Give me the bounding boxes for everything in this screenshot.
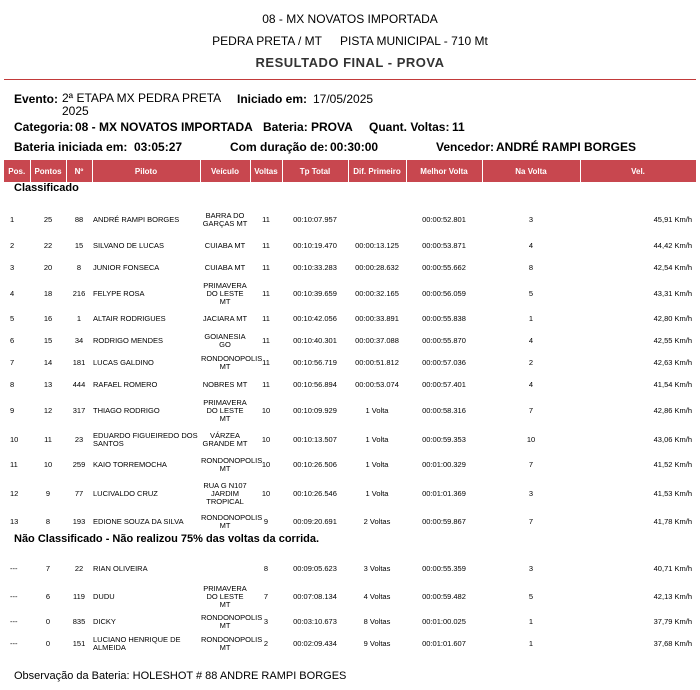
table-row bbox=[4, 511, 696, 533]
cell-pos: --- bbox=[10, 591, 18, 601]
cell-pontos: 0 bbox=[45, 617, 51, 626]
cell-numero: 1 bbox=[76, 314, 82, 323]
cell-na-volta: 5 bbox=[528, 591, 534, 601]
cell-melhor-volta: 00:00:55.359 bbox=[422, 563, 466, 573]
cell-melhor-volta: 00:00:57.036 bbox=[422, 358, 466, 367]
cell-veiculo: GOIANESIA GO bbox=[204, 332, 246, 349]
col-veiculo: Veículo bbox=[200, 160, 250, 182]
voltas-label: Quant. Voltas: bbox=[369, 120, 450, 134]
cell-pos: --- bbox=[10, 617, 18, 626]
cell-voltas: 10 bbox=[261, 405, 271, 415]
cell-vel: 41,53 Km/h bbox=[653, 488, 692, 498]
cell-tp-total: 00:10:42.056 bbox=[293, 314, 337, 323]
cell-vel: 42,55 Km/h bbox=[653, 336, 692, 345]
cell-melhor-volta: 00:00:59.482 bbox=[422, 591, 466, 601]
cell-voltas: 9 bbox=[263, 517, 269, 526]
cell-na-volta: 8 bbox=[528, 263, 534, 272]
cell-tp-total: 00:07:08.134 bbox=[293, 591, 337, 601]
cell-dif-primeiro: 1 Volta bbox=[365, 488, 389, 498]
cell-veiculo: RONDONOPOLIS MT bbox=[201, 635, 263, 652]
cell-veiculo: RONDONOPOLIS MT bbox=[201, 354, 263, 371]
col-voltas: Voltas bbox=[250, 160, 282, 182]
cell-numero: 317 bbox=[72, 405, 86, 415]
cell-tp-total: 00:10:56.894 bbox=[293, 380, 337, 389]
cell-veiculo: PRIMAVERA DO LESTE MT bbox=[203, 583, 247, 609]
cell-numero: 216 bbox=[72, 288, 86, 298]
cell-voltas: 11 bbox=[262, 336, 270, 345]
cell-veiculo: PRIMAVERA DO LESTE MT bbox=[203, 397, 247, 423]
cell-numero: 181 bbox=[72, 358, 86, 367]
cell-voltas: 11 bbox=[262, 358, 270, 367]
cell-numero: 835 bbox=[72, 617, 86, 626]
table-row bbox=[4, 235, 696, 257]
cell-na-volta: 7 bbox=[528, 517, 534, 526]
cell-dif-primeiro: 1 Volta bbox=[365, 405, 389, 415]
cell-melhor-volta: 00:00:58.316 bbox=[422, 405, 466, 415]
cell-vel: 42,13 Km/h bbox=[653, 591, 692, 601]
cell-na-volta: 2 bbox=[528, 358, 534, 367]
cell-pos: 1 bbox=[10, 214, 15, 224]
cell-numero: 77 bbox=[74, 488, 84, 498]
cell-voltas: 2 bbox=[263, 639, 269, 648]
cell-vel: 41,78 Km/h bbox=[653, 517, 692, 526]
cell-tp-total: 00:10:39.659 bbox=[293, 288, 337, 298]
cell-numero: 151 bbox=[72, 639, 86, 648]
table-row bbox=[4, 555, 696, 582]
cell-tp-total: 00:10:07.957 bbox=[293, 214, 337, 224]
cell-na-volta: 1 bbox=[528, 617, 534, 626]
cell-voltas: 11 bbox=[262, 380, 270, 389]
cell-na-volta: 10 bbox=[526, 434, 536, 444]
cell-voltas: 11 bbox=[262, 214, 270, 224]
observacao-text: Observação da Bateria: HOLESHOT # 88 ANDRE RAMPI BORGES bbox=[14, 670, 347, 682]
cell-piloto: KAIO TORREMOCHA bbox=[93, 460, 167, 469]
evento-line1: 2ª ETAPA MX PEDRA PRETA bbox=[62, 91, 222, 105]
cell-veiculo: VÁRZEA GRANDE MT bbox=[202, 430, 248, 448]
cell-dif-primeiro: 00:00:32.165 bbox=[355, 288, 399, 298]
cell-piloto: FELYPE ROSA bbox=[93, 288, 145, 298]
cell-dif-primeiro: 00:00:13.125 bbox=[355, 241, 399, 250]
cell-numero: 23 bbox=[74, 434, 84, 444]
cell-pontos: 12 bbox=[43, 405, 53, 415]
cell-voltas: 10 bbox=[261, 488, 271, 498]
cell-vel: 43,06 Km/h bbox=[653, 434, 692, 444]
cell-melhor-volta: 00:01:01.369 bbox=[422, 488, 466, 498]
cell-melhor-volta: 00:00:56.059 bbox=[422, 288, 466, 298]
bateria-value: PROVA bbox=[311, 120, 353, 134]
cell-piloto: DICKY bbox=[93, 617, 116, 626]
cell-dif-primeiro: 4 Voltas bbox=[363, 591, 391, 601]
categoria-label: Categoria: bbox=[14, 120, 74, 134]
cell-pos: --- bbox=[10, 563, 18, 573]
cell-dif-primeiro: 00:00:28.632 bbox=[355, 263, 399, 272]
col-tp-total: Tp Total bbox=[282, 160, 348, 182]
cell-piloto: ANDRÉ RAMPI BORGES bbox=[93, 214, 180, 224]
cell-pos: 13 bbox=[10, 517, 19, 526]
cell-piloto: LUCAS GALDINO bbox=[93, 358, 154, 367]
cell-vel: 42,86 Km/h bbox=[653, 405, 692, 415]
cell-voltas: 10 bbox=[261, 460, 271, 469]
cell-na-volta: 7 bbox=[528, 405, 534, 415]
cell-piloto: ALTAIR RODRIGUES bbox=[93, 314, 166, 323]
cell-numero: 259 bbox=[72, 460, 86, 469]
cell-piloto: SILVANO DE LUCAS bbox=[93, 241, 164, 250]
cell-piloto: DUDU bbox=[93, 591, 115, 601]
cell-veiculo: RONDONOPOLIS MT bbox=[201, 613, 263, 630]
cell-dif-primeiro bbox=[348, 204, 406, 235]
evento-value bbox=[62, 92, 221, 118]
table-row bbox=[4, 582, 696, 611]
cell-numero: 119 bbox=[73, 591, 85, 601]
section-nao-classificado-label: Não Classificado - Não realizou 75% das voltas da corrida. bbox=[14, 533, 320, 545]
cell-piloto: EDUARDO FIGUEIREDO DOS SANTOS bbox=[93, 430, 198, 448]
cell-pontos: 10 bbox=[43, 460, 53, 469]
cell-tp-total: 00:10:26.506 bbox=[293, 460, 337, 469]
table-row bbox=[4, 425, 696, 454]
cell-dif-primeiro: 00:00:53.074 bbox=[355, 380, 399, 389]
cell-piloto: RAFAEL ROMERO bbox=[93, 380, 158, 389]
cell-vel: 44,42 Km/h bbox=[653, 241, 692, 250]
cell-numero: 15 bbox=[74, 241, 84, 250]
cell-veiculo: JACIARA MT bbox=[202, 314, 248, 323]
table-row bbox=[4, 330, 696, 352]
table-row bbox=[4, 352, 696, 374]
cell-melhor-volta: 00:00:55.838 bbox=[422, 314, 466, 323]
vencedor-value: ANDRÉ RAMPI BORGES bbox=[496, 140, 637, 154]
cell-pos: 3 bbox=[10, 263, 15, 272]
table-row bbox=[4, 204, 696, 235]
cell-tp-total: 00:03:10.673 bbox=[293, 617, 337, 626]
cell-pos: 2 bbox=[10, 241, 15, 250]
cell-na-volta: 4 bbox=[528, 241, 534, 250]
cell-numero: 22 bbox=[74, 563, 84, 573]
cell-vel: 42,63 Km/h bbox=[653, 358, 692, 367]
table-row bbox=[4, 279, 696, 308]
categoria-value: 08 - MX NOVATOS IMPORTADA bbox=[75, 120, 253, 134]
cell-melhor-volta: 00:01:00.025 bbox=[422, 617, 466, 626]
location-heading bbox=[0, 34, 700, 48]
cell-voltas: 11 bbox=[262, 241, 270, 250]
cell-melhor-volta: 00:00:52.801 bbox=[422, 214, 466, 224]
cell-vel: 42,80 Km/h bbox=[653, 314, 692, 323]
cell-vel: 40,71 Km/h bbox=[653, 563, 692, 573]
cell-tp-total: 00:10:13.507 bbox=[293, 434, 337, 444]
table-row bbox=[4, 374, 696, 396]
cell-numero: 193 bbox=[72, 517, 86, 526]
col-dif-primeiro: Dif. Primeiro bbox=[348, 160, 406, 182]
cell-vel: 37,68 Km/h bbox=[653, 639, 692, 648]
cell-pos: 10 bbox=[10, 434, 19, 444]
col-pos: Pos. bbox=[4, 160, 30, 182]
cell-melhor-volta: 00:00:57.401 bbox=[422, 380, 466, 389]
cell-pontos: 7 bbox=[45, 563, 51, 573]
duracao-label: Com duração de: bbox=[230, 140, 329, 154]
cell-pontos: 14 bbox=[43, 358, 53, 367]
header-divider bbox=[4, 79, 696, 80]
table-row bbox=[4, 308, 696, 330]
cell-pontos: 20 bbox=[43, 263, 53, 272]
col-pontos: Pontos bbox=[30, 160, 66, 182]
cell-dif-primeiro: 8 Voltas bbox=[363, 617, 391, 626]
cell-dif-primeiro: 00:00:37.088 bbox=[355, 336, 399, 345]
cell-piloto: JUNIOR FONSECA bbox=[93, 263, 160, 272]
cell-pos: 5 bbox=[10, 314, 15, 323]
cell-voltas: 11 bbox=[262, 314, 270, 323]
cell-melhor-volta: 00:01:00.329 bbox=[422, 460, 466, 469]
cell-tp-total: 00:10:40.301 bbox=[293, 336, 337, 345]
cell-vel: 43,31 Km/h bbox=[653, 288, 692, 298]
table-row bbox=[4, 257, 696, 279]
cell-pontos: 15 bbox=[43, 336, 53, 345]
cell-vel: 41,54 Km/h bbox=[653, 380, 692, 389]
cell-melhor-volta: 00:00:59.867 bbox=[422, 517, 466, 526]
cell-pontos: 8 bbox=[45, 517, 51, 526]
evento-label: Evento: bbox=[14, 92, 59, 106]
cell-na-volta: 7 bbox=[528, 460, 534, 469]
cell-na-volta: 3 bbox=[528, 214, 534, 224]
cell-melhor-volta: 00:00:55.870 bbox=[422, 336, 466, 345]
cell-pos: --- bbox=[10, 639, 18, 648]
col-piloto: Piloto bbox=[92, 160, 200, 182]
cell-na-volta: 1 bbox=[528, 314, 534, 323]
results-table bbox=[4, 160, 697, 655]
cell-numero: 88 bbox=[74, 214, 84, 224]
cell-pontos: 16 bbox=[43, 314, 53, 323]
cell-pontos: 22 bbox=[43, 241, 53, 250]
section-classificado bbox=[4, 182, 696, 204]
cell-piloto: LUCIANO HENRIQUE DE ALMEIDA bbox=[93, 635, 181, 652]
cell-pos: 4 bbox=[10, 288, 15, 298]
cell-piloto: EDIONE SOUZA DA SILVA bbox=[93, 517, 184, 526]
cell-pontos: 13 bbox=[43, 380, 53, 389]
cell-tp-total: 00:09:20.691 bbox=[293, 517, 337, 526]
cell-voltas: 7 bbox=[263, 591, 269, 601]
cell-pontos: 25 bbox=[43, 214, 53, 224]
col-na-volta: Na Volta bbox=[482, 160, 580, 182]
cell-pontos: 0 bbox=[45, 639, 51, 648]
cell-na-volta: 4 bbox=[528, 380, 534, 389]
cell-pontos: 6 bbox=[45, 591, 51, 601]
cell-piloto: RIAN OLIVEIRA bbox=[93, 563, 148, 573]
cell-voltas: 8 bbox=[263, 563, 269, 573]
cell-tp-total: 00:10:19.470 bbox=[293, 241, 337, 250]
cell-vel: 37,79 Km/h bbox=[653, 617, 692, 626]
section-classificado-label: Classificado bbox=[14, 182, 79, 194]
cell-veiculo: NOBRES MT bbox=[202, 380, 248, 389]
cell-pos: 6 bbox=[10, 336, 15, 345]
cell-melhor-volta: 00:00:59.353 bbox=[422, 434, 466, 444]
cell-na-volta: 4 bbox=[528, 336, 534, 345]
cell-dif-primeiro: 3 Voltas bbox=[363, 563, 391, 573]
bateria-label: Bateria: bbox=[263, 120, 308, 134]
cell-pontos: 11 bbox=[44, 434, 52, 444]
cell-veiculo: RONDONOPOLIS MT bbox=[201, 456, 263, 473]
page-title: RESULTADO FINAL - PROVA bbox=[255, 55, 445, 70]
cell-dif-primeiro: 1 Volta bbox=[365, 460, 389, 469]
table-header-row bbox=[4, 160, 696, 182]
table-row bbox=[4, 633, 696, 655]
cell-na-volta: 5 bbox=[528, 288, 534, 298]
cell-vel: 45,91 Km/h bbox=[653, 214, 692, 224]
voltas-value: 11 bbox=[452, 120, 465, 134]
iniciado-value: 17/05/2025 bbox=[313, 92, 374, 106]
cell-melhor-volta: 00:00:53.871 bbox=[422, 241, 466, 250]
iniciado-label: Iniciado em: bbox=[237, 92, 308, 106]
cell-pos: 12 bbox=[10, 488, 19, 498]
cell-piloto: RODRIGO MENDES bbox=[93, 336, 164, 345]
cell-pos: 7 bbox=[10, 358, 15, 367]
cell-dif-primeiro: 2 Voltas bbox=[363, 517, 391, 526]
cell-tp-total: 00:09:05.623 bbox=[293, 563, 337, 573]
track-text: PISTA MUNICIPAL - 710 Mt bbox=[339, 34, 488, 48]
cell-piloto: LUCIVALDO CRUZ bbox=[93, 488, 158, 498]
evento-line2: 2025 bbox=[62, 104, 89, 118]
cell-voltas: 11 bbox=[262, 263, 270, 272]
cell-tp-total: 00:10:26.546 bbox=[293, 488, 337, 498]
cell-vel: 41,52 Km/h bbox=[653, 460, 692, 469]
bateria-iniciada-value: 03:05:27 bbox=[134, 140, 183, 154]
cell-dif-primeiro: 00:00:33.891 bbox=[355, 314, 399, 323]
cell-tp-total: 00:10:56.719 bbox=[293, 358, 337, 367]
cell-numero: 8 bbox=[76, 263, 82, 272]
cell-veiculo: CUIABA MT bbox=[204, 241, 246, 250]
table-row bbox=[4, 611, 696, 633]
cell-piloto: THIAGO RODRIGO bbox=[93, 405, 160, 415]
cell-pontos: 9 bbox=[45, 488, 51, 498]
cell-na-volta: 3 bbox=[528, 563, 534, 573]
cell-dif-primeiro: 00:00:51.812 bbox=[355, 358, 399, 367]
event-category-heading: 08 - MX NOVATOS IMPORTADA bbox=[262, 12, 438, 26]
cell-dif-primeiro: 9 Voltas bbox=[363, 639, 391, 648]
cell-tp-total: 00:10:09.929 bbox=[293, 405, 337, 415]
cell-tp-total: 00:02:09.434 bbox=[293, 639, 337, 648]
cell-na-volta: 3 bbox=[528, 488, 534, 498]
section-nao-classificado bbox=[4, 533, 696, 555]
cell-veiculo bbox=[200, 555, 250, 582]
location-text: PEDRA PRETA / MT bbox=[212, 34, 322, 48]
col-numero: Nº bbox=[66, 160, 92, 182]
cell-na-volta: 1 bbox=[528, 639, 534, 648]
cell-pos: 8 bbox=[10, 380, 15, 389]
cell-veiculo: RUA G N107 JARDIM TROPICAL bbox=[203, 480, 247, 506]
cell-pontos: 18 bbox=[43, 288, 53, 298]
cell-voltas: 11 bbox=[262, 288, 270, 298]
cell-voltas: 10 bbox=[261, 434, 271, 444]
cell-dif-primeiro: 1 Volta bbox=[365, 434, 389, 444]
table-row bbox=[4, 476, 696, 511]
bateria-iniciada-label: Bateria iniciada em: bbox=[14, 140, 128, 154]
duracao-value: 00:30:00 bbox=[330, 140, 379, 154]
table-row bbox=[4, 454, 696, 476]
cell-numero: 34 bbox=[74, 336, 84, 345]
table-row bbox=[4, 396, 696, 425]
cell-voltas: 3 bbox=[263, 617, 269, 626]
cell-pos: 9 bbox=[10, 405, 15, 415]
vencedor-label: Vencedor: bbox=[436, 140, 495, 154]
cell-numero: 444 bbox=[72, 380, 86, 389]
cell-melhor-volta: 00:00:55.662 bbox=[422, 263, 466, 272]
cell-veiculo: PRIMAVERA DO LESTE MT bbox=[203, 280, 247, 306]
cell-vel: 42,54 Km/h bbox=[653, 263, 692, 272]
col-vel: Vel. bbox=[580, 160, 696, 182]
col-melhor-volta: Melhor Volta bbox=[406, 160, 482, 182]
cell-pos: 11 bbox=[10, 460, 18, 469]
cell-veiculo: BARRA DO GARÇAS MT bbox=[202, 210, 248, 228]
cell-melhor-volta: 00:01:01.607 bbox=[422, 639, 466, 648]
cell-tp-total: 00:10:33.283 bbox=[293, 263, 337, 272]
cell-veiculo: CUIABA MT bbox=[204, 263, 246, 272]
cell-veiculo: RONDONOPOLIS MT bbox=[201, 513, 263, 530]
